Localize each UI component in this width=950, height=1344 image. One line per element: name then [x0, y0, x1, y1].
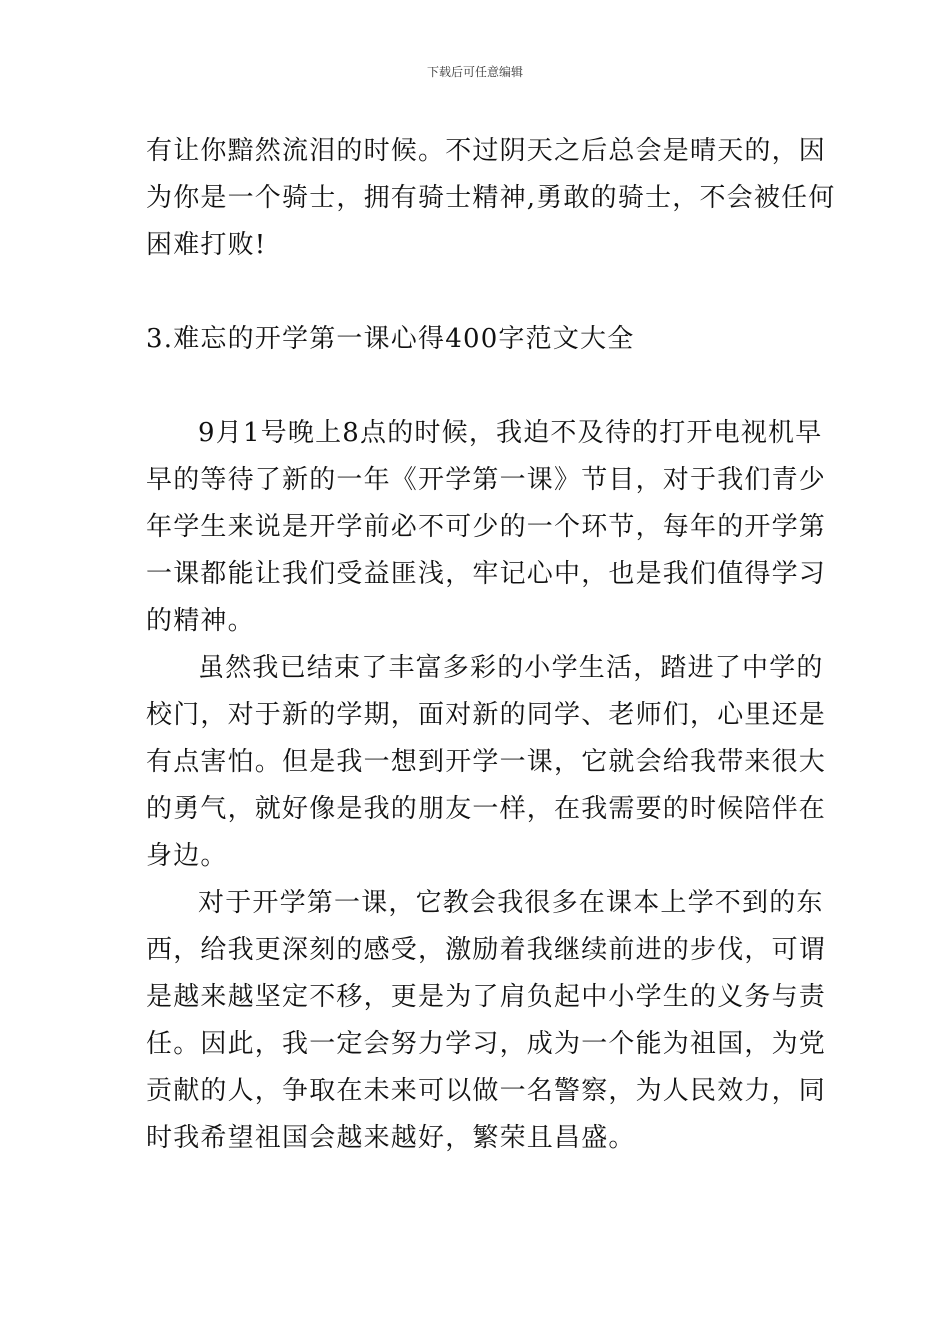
paragraph-line: 贡献的人，争取在未来可以做一名警察，为人民效力，同 — [146, 1076, 827, 1106]
document-body — [146, 128, 836, 1162]
paragraph-line: 早的等待了新的一年《开学第一课》节目，对于我们青少 — [146, 465, 827, 495]
paragraph-line: 的勇气，就好像是我的朋友一样，在我需要的时候陪伴在 — [146, 794, 827, 824]
spacer — [146, 269, 810, 316]
paragraph-line: 西，给我更深刻的感受，激励着我继续前进的步伐，可谓 — [146, 935, 827, 965]
paragraph-line: 校门，对于新的学期，面对新的同学、老师们，心里还是 — [146, 700, 827, 730]
paragraph-line: 是越来越坚定不移，更是为了肩负起中小学生的义务与责 — [146, 982, 827, 1012]
text-line: 困难打败! — [146, 230, 267, 260]
paragraph-line: 身边。 — [146, 841, 228, 871]
page-header-note: 下载后可任意编辑 — [426, 65, 523, 79]
paragraph-line: 9月1号晚上8点的时候，我迫不及待的打开电视机早 — [198, 418, 823, 448]
paragraph-line: 的精神。 — [146, 606, 255, 636]
spacer — [146, 363, 810, 410]
paragraph-line: 一课都能让我们受益匪浅，牢记心中，也是我们值得学习 — [146, 559, 827, 589]
paragraph-line: 有点害怕。但是我一想到开学一课，它就会给我带来很大 — [146, 747, 827, 777]
paragraph-line: 年学生来说是开学前必不可少的一个环节，每年的开学第 — [146, 512, 827, 542]
paragraph-line: 虽然我已结束了丰富多彩的小学生活，踏进了中学的 — [198, 653, 824, 683]
text-line: 为你是一个骑士，拥有骑士精神,勇敢的骑士，不会被任何 — [146, 183, 836, 213]
paragraph-line: 时我希望祖国会越来越好，繁荣且昌盛。 — [146, 1123, 636, 1153]
paragraph-line: 对于开学第一课，它教会我很多在课本上学不到的东 — [198, 888, 824, 918]
text-line: 有让你黯然流泪的时候。不过阴天之后总会是晴天的，因 — [146, 136, 827, 166]
paragraph-line: 任。因此，我一定会努力学习，成为一个能为祖国，为党 — [146, 1029, 827, 1059]
section-heading: 3.难忘的开学第一课心得400字范文大全 — [146, 324, 635, 354]
